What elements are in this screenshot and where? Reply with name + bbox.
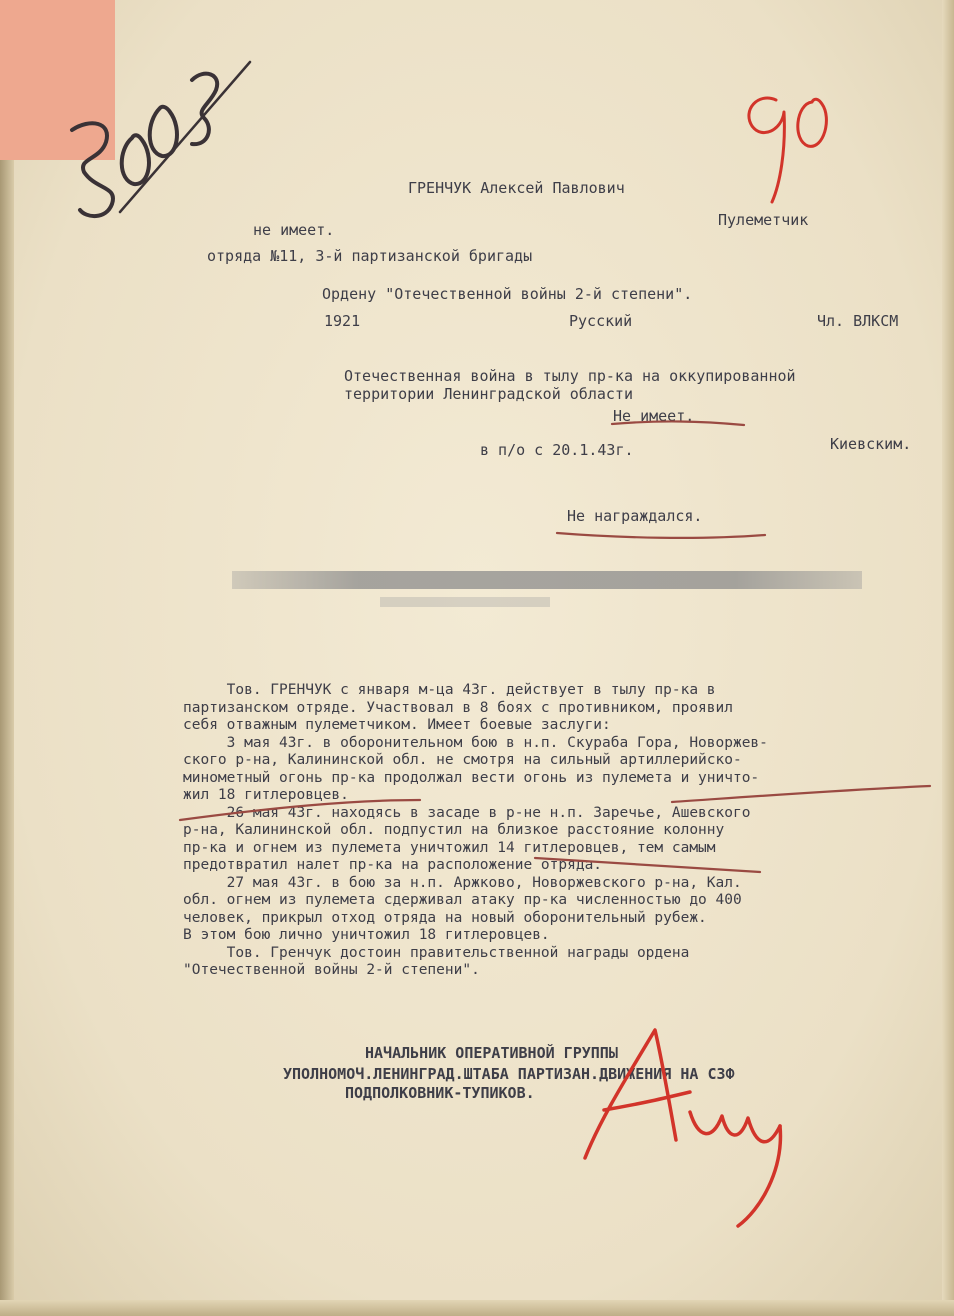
body-line: обл. огнем из пулемета сдерживал атаку пр-ка численностью до 400 xyxy=(183,892,742,908)
body-line: "Отечественной войны 2-й степени". xyxy=(183,962,480,978)
body-line: 26 мая 43г. находясь в засаде в р-не н.п. Заречье, Ашевского xyxy=(183,804,751,821)
signature-handwriting xyxy=(585,1030,780,1226)
body-line: пр-ка и огнем из пулемета уничтожил 14 гитлеровцев, тем самым xyxy=(183,839,716,856)
unit-field: отряда №11, 3-й партизанской бригады xyxy=(207,247,533,265)
page-number-handwriting xyxy=(749,98,826,202)
body-line: В этом бою лично уничтожил 18 гитлеровцев. xyxy=(183,927,550,943)
called-by-field: Киевским. xyxy=(830,435,912,453)
rank-field: не имеет. xyxy=(253,221,335,239)
body-line: человек, прикрыл отход отряда на новый оборонительный рубеж. xyxy=(183,909,707,926)
body-line: предотвратил налет пр-ка на расположение отряда. xyxy=(183,857,603,873)
war-participation-line-2: территории Ленинградской области xyxy=(344,385,633,403)
birth-year-field: 1921 xyxy=(324,312,361,330)
previous-awards-field: Не награждался. xyxy=(567,507,703,525)
war-participation-line-1: Отечественная война в тылу пр-ка на оккупированной xyxy=(344,367,796,385)
body-line: р-на, Калининской обл. подпустил на близкое расстояние колонну xyxy=(183,822,725,838)
signature-title-3: ПОДПОЛКОВНИК-ТУПИКОВ. xyxy=(345,1084,535,1102)
body-line: ского р-на, Калининской обл. не смотря на сильный артиллерийско- xyxy=(183,752,742,768)
corner-note-handwriting xyxy=(72,62,250,216)
since-field: в п/о с 20.1.43г. xyxy=(480,441,634,459)
body-line: минометный огонь пр-ка продолжал вести огонь из пулемета и уничто- xyxy=(183,769,760,786)
nationality-field: Русский xyxy=(569,312,633,330)
name-line: ГРЕНЧУК Алексей Павлович xyxy=(408,179,625,197)
body-line: Тов. Гренчук достоин правительственной награды ордена xyxy=(183,944,690,961)
party-field: Чл. ВЛКСМ xyxy=(817,312,899,330)
signature-title-2: УПОЛНОМОЧ.ЛЕНИНГРАД.ШТАБА ПАРТИЗАН.ДВИЖЕНИЯ НА СЗФ xyxy=(283,1065,735,1083)
body-line: жил 18 гитлеровцев. xyxy=(183,787,349,803)
signature-title-1: НАЧАЛЬНИК ОПЕРАТИВНОЙ ГРУППЫ xyxy=(365,1044,618,1062)
body-line: себя отважным пулеметчиком. Имеет боевые заслуги: xyxy=(183,717,611,733)
underlines xyxy=(180,421,930,872)
position-field: Пулеметчик xyxy=(718,211,809,229)
body-line: партизанском отряде. Участвовал в 8 боях с противником, проявил xyxy=(183,699,733,716)
body-line: 3 мая 43г. в оборонительном бою в н.п. Скураба Гора, Новоржев- xyxy=(183,734,768,751)
award-field: Ордену "Отечественной войны 2-й степени". xyxy=(322,285,693,303)
wounds-field: Не имеет. xyxy=(613,407,695,425)
body-line: 27 мая 43г. в бою за н.п. Аржково, Новоржевского р-на, Кал. xyxy=(183,874,742,891)
body-line: Тов. ГРЕНЧУК с января м-ца 43г. действует в тылу пр-ка в xyxy=(183,682,716,698)
